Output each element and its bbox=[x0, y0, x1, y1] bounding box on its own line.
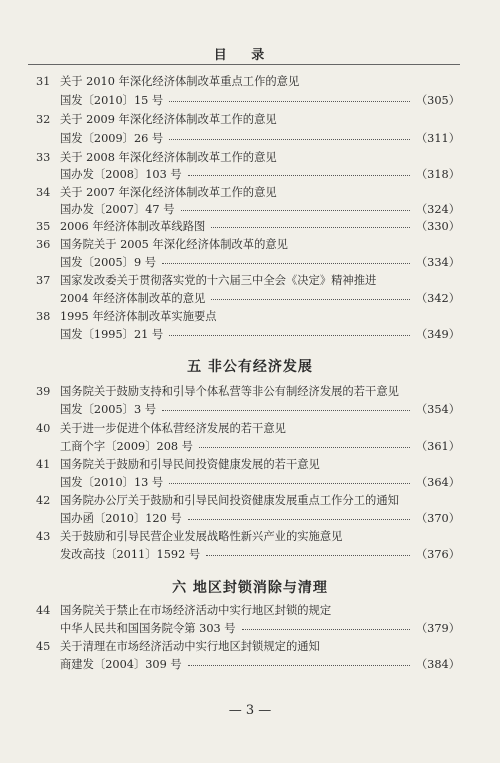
entry-title: 关于鼓励和引导民营企业发展战略性新兴产业的实施意见 bbox=[60, 530, 343, 543]
entry-doc-number: 发改高技〔2011〕1592 号 bbox=[60, 548, 201, 561]
entry-doc-number: 国发〔1995〕21 号 bbox=[60, 328, 164, 341]
leader-dots bbox=[169, 327, 410, 336]
leader-dots bbox=[162, 255, 410, 264]
entry-number: 38 bbox=[36, 310, 51, 323]
leader-dots bbox=[169, 131, 410, 140]
leader-dots bbox=[242, 621, 410, 630]
entry-doc-number: 中华人民共和国国务院令第 303 号 bbox=[60, 622, 236, 635]
toc-entry-title[interactable] bbox=[36, 184, 460, 201]
entry-page: （376） bbox=[415, 548, 460, 561]
leader-dots bbox=[162, 402, 410, 411]
section-heading: 五 非公有经济发展 bbox=[187, 359, 313, 375]
entry-number: 33 bbox=[36, 151, 51, 164]
toc-entry-title[interactable] bbox=[36, 149, 460, 166]
entry-title: 国务院关于鼓励和引导民间投资健康发展的若干意见 bbox=[60, 458, 320, 471]
entry-title: 1995 年经济体制改革实施要点 bbox=[60, 310, 217, 323]
entry-page: （330） bbox=[415, 220, 460, 233]
toc-entry-ref[interactable] bbox=[36, 254, 460, 271]
toc-entry-title[interactable] bbox=[36, 272, 460, 289]
toc-entry-title[interactable] bbox=[36, 638, 460, 655]
entry-page: （334） bbox=[415, 256, 460, 269]
entry-page: （384） bbox=[415, 658, 460, 671]
entry-number: 43 bbox=[36, 530, 51, 543]
leader-dots bbox=[169, 93, 410, 102]
entry-doc-number: 国发〔2005〕9 号 bbox=[60, 256, 157, 269]
toc-entry-title[interactable] bbox=[36, 73, 460, 90]
entry-doc-number: 国办发〔2007〕47 号 bbox=[60, 203, 175, 216]
toc-entry-title[interactable] bbox=[36, 218, 460, 235]
toc-entry-ref[interactable] bbox=[36, 201, 460, 218]
toc-entry-ref[interactable] bbox=[36, 290, 460, 307]
entry-number: 32 bbox=[36, 113, 51, 126]
toc-entry-ref[interactable] bbox=[36, 546, 460, 563]
page-header bbox=[28, 44, 460, 65]
entry-title: 国家发改委关于贯彻落实党的十六届三中全会《决定》精神推进 bbox=[60, 274, 377, 287]
entry-title: 关于 2009 年深化经济体制改革工作的意见 bbox=[60, 113, 277, 126]
entry-number: 39 bbox=[36, 385, 51, 398]
entry-title-continuation: 2004 年经济体制改革的意见 bbox=[60, 292, 206, 305]
leader-dots bbox=[211, 219, 410, 228]
entry-title: 国务院关于鼓励支持和引导个体私营等非公有制经济发展的若干意见 bbox=[60, 385, 399, 398]
entry-page: （354） bbox=[415, 403, 460, 416]
entry-number: 40 bbox=[36, 422, 51, 435]
toc-entry-title[interactable] bbox=[36, 308, 460, 325]
leader-dots bbox=[188, 511, 410, 520]
entry-page: （361） bbox=[415, 440, 460, 453]
entry-page: （318） bbox=[415, 168, 460, 181]
leader-dots bbox=[169, 475, 410, 484]
entry-title: 2006 年经济体制改革线路图 bbox=[60, 220, 206, 233]
entry-title: 关于 2008 年深化经济体制改革工作的意见 bbox=[60, 151, 277, 164]
toc-entry-ref[interactable] bbox=[36, 166, 460, 183]
entry-number: 44 bbox=[36, 604, 51, 617]
toc-entry-ref[interactable] bbox=[36, 401, 460, 418]
page-number: — 3 — bbox=[228, 703, 272, 718]
toc-entry-title[interactable] bbox=[36, 528, 460, 545]
entry-title: 国务院关于禁止在市场经济活动中实行地区封锁的规定 bbox=[60, 604, 332, 617]
toc-entry-title[interactable] bbox=[36, 420, 460, 437]
toc-entry-ref[interactable] bbox=[36, 130, 460, 147]
entry-page: （364） bbox=[415, 476, 460, 489]
entry-number: 31 bbox=[36, 75, 51, 88]
entry-title: 国务院办公厅关于鼓励和引导民间投资健康发展重点工作分工的通知 bbox=[60, 494, 399, 507]
entry-number: 37 bbox=[36, 274, 51, 287]
leader-dots bbox=[181, 202, 410, 211]
leader-dots bbox=[188, 167, 410, 176]
toc-entry-ref[interactable] bbox=[36, 474, 460, 491]
toc-entry-title[interactable] bbox=[36, 383, 460, 400]
toc-entry-ref[interactable] bbox=[36, 92, 460, 109]
toc-entry-ref[interactable] bbox=[36, 326, 460, 343]
leader-dots bbox=[199, 439, 410, 448]
entry-title: 关于 2007 年深化经济体制改革工作的意见 bbox=[60, 186, 277, 199]
entry-number: 34 bbox=[36, 186, 51, 199]
toc-entry-ref[interactable] bbox=[36, 510, 460, 527]
section-heading: 六 地区封锁消除与清理 bbox=[172, 580, 328, 596]
entry-doc-number: 工商个字〔2009〕208 号 bbox=[60, 440, 193, 453]
toc-entry-ref[interactable] bbox=[36, 656, 460, 673]
entry-doc-number: 国发〔2010〕13 号 bbox=[60, 476, 164, 489]
entry-number: 42 bbox=[36, 494, 51, 507]
entry-page: （305） bbox=[415, 94, 460, 107]
toc-entry-title[interactable] bbox=[36, 492, 460, 509]
entry-doc-number: 国发〔2009〕26 号 bbox=[60, 132, 164, 145]
entry-title: 关于清理在市场经济活动中实行地区封锁规定的通知 bbox=[60, 640, 320, 653]
entry-page: （342） bbox=[415, 292, 460, 305]
entry-doc-number: 国办函〔2010〕120 号 bbox=[60, 512, 182, 525]
leader-dots bbox=[211, 291, 410, 300]
entry-doc-number: 国发〔2005〕3 号 bbox=[60, 403, 157, 416]
entry-title: 国务院关于 2005 年深化经济体制改革的意见 bbox=[60, 238, 288, 251]
entry-doc-number: 商建发〔2004〕309 号 bbox=[60, 658, 182, 671]
entry-page: （311） bbox=[415, 132, 460, 145]
entry-title: 关于 2010 年深化经济体制改革重点工作的意见 bbox=[60, 75, 300, 88]
toc-entry-title[interactable] bbox=[36, 236, 460, 253]
entry-doc-number: 国发〔2010〕15 号 bbox=[60, 94, 164, 107]
leader-dots bbox=[188, 657, 410, 666]
toc-entry-title[interactable] bbox=[36, 456, 460, 473]
toc-entry-title[interactable] bbox=[36, 602, 460, 619]
entry-page: （379） bbox=[415, 622, 460, 635]
entry-doc-number: 国办发〔2008〕103 号 bbox=[60, 168, 182, 181]
header-title: 目 录 bbox=[213, 48, 275, 63]
entry-number: 35 bbox=[36, 220, 51, 233]
entry-number: 45 bbox=[36, 640, 51, 653]
leader-dots bbox=[206, 547, 410, 556]
entry-page: （324） bbox=[415, 203, 460, 216]
toc-entry-title[interactable] bbox=[36, 111, 460, 128]
entry-title: 关于进一步促进个体私营经济发展的若干意见 bbox=[60, 422, 286, 435]
entry-number: 36 bbox=[36, 238, 51, 251]
entry-page: （370） bbox=[415, 512, 460, 525]
toc-entry-ref[interactable] bbox=[36, 438, 460, 455]
toc-entry-ref[interactable] bbox=[36, 620, 460, 637]
entry-number: 41 bbox=[36, 458, 51, 471]
entry-page: （349） bbox=[415, 328, 460, 341]
